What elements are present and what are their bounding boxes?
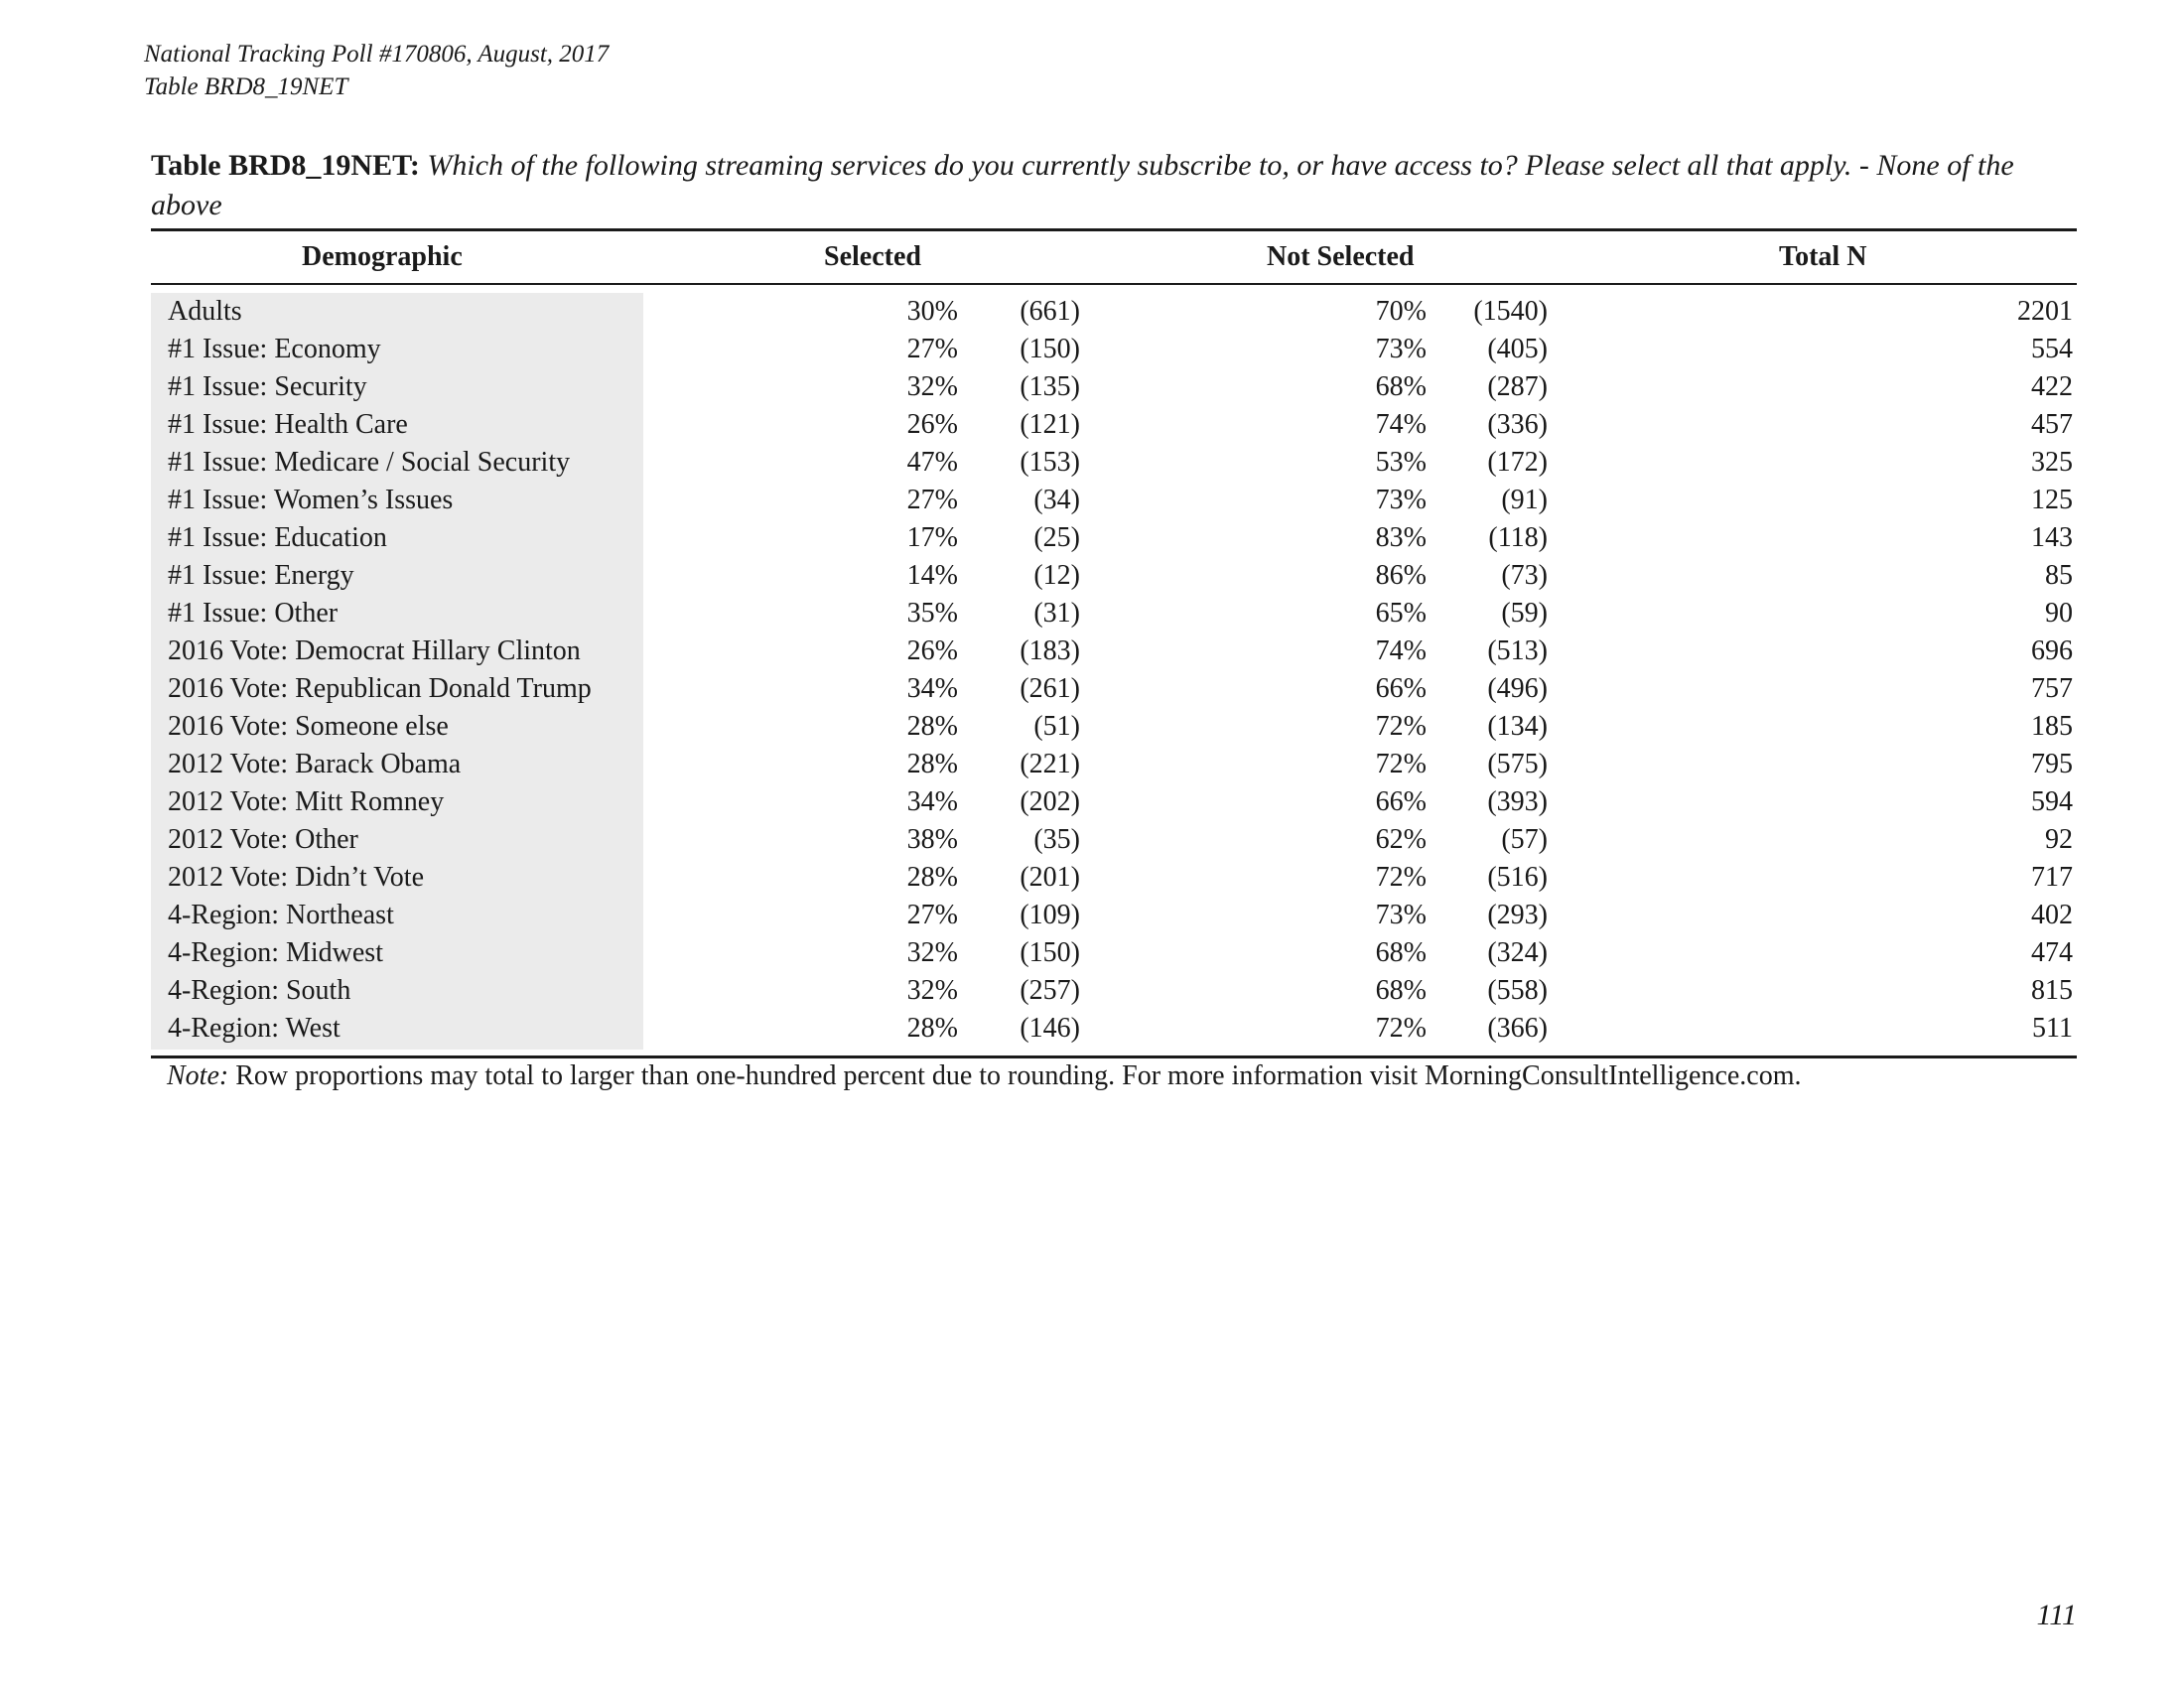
selected-percent: 38% [906,824,958,855]
not-selected-count: (516) [1487,862,1548,893]
demographic-cell: #1 Issue: Other [168,598,339,629]
not-selected-percent: 66% [1375,673,1427,704]
not-selected-count: (73) [1501,560,1548,591]
selected-percent: 27% [906,900,958,930]
total-n: 92 [2045,824,2073,855]
not-selected-percent: 73% [1375,900,1427,930]
total-n: 815 [2031,975,2073,1006]
demographic-cell: #1 Issue: Health Care [168,409,408,440]
not-selected-percent: 74% [1375,409,1427,440]
not-selected-percent: 73% [1375,485,1427,515]
total-n: 185 [2031,711,2073,742]
selected-count: (146) [1020,1013,1080,1044]
selected-percent: 27% [906,485,958,515]
document-header [144,38,609,103]
not-selected-count: (513) [1487,635,1548,666]
demographic-cell: 2016 Vote: Republican Donald Trump [168,673,592,704]
not-selected-percent: 72% [1375,749,1427,779]
table-row [151,444,2077,482]
total-n: 757 [2031,673,2073,704]
table-row [151,406,2077,444]
table-row [151,1010,2077,1048]
not-selected-count: (558) [1487,975,1548,1006]
selected-count: (661) [1020,296,1080,327]
header-selected: Selected [824,241,921,272]
demographic-cell: 2012 Vote: Other [168,824,358,855]
table-row [151,595,2077,633]
selected-percent: 17% [906,522,958,553]
table-row [151,670,2077,708]
total-n: 717 [2031,862,2073,893]
demographic-cell: #1 Issue: Medicare / Social Security [168,447,571,478]
poll-name: National Tracking Poll #170806, August, 2017 [144,41,610,68]
selected-percent: 26% [906,635,958,666]
not-selected-percent: 65% [1375,598,1427,629]
total-n: 125 [2031,485,2073,515]
selected-count: (202) [1020,786,1080,817]
total-n: 2201 [2017,296,2073,327]
selected-count: (261) [1020,673,1080,704]
not-selected-percent: 70% [1375,296,1427,327]
not-selected-percent: 86% [1375,560,1427,591]
table-row [151,708,2077,746]
demographic-cell: 2012 Vote: Barack Obama [168,749,462,779]
selected-count: (12) [1033,560,1080,591]
selected-count: (135) [1020,371,1080,402]
total-n: 422 [2031,371,2073,402]
not-selected-percent: 68% [1375,937,1427,968]
selected-count: (150) [1020,334,1080,364]
not-selected-percent: 66% [1375,786,1427,817]
table-row [151,783,2077,821]
selected-count: (51) [1033,711,1080,742]
total-n: 696 [2031,635,2073,666]
selected-count: (34) [1033,485,1080,515]
total-n: 594 [2031,786,2073,817]
table-row [151,821,2077,859]
demographic-cell: 4-Region: Midwest [168,937,383,968]
selected-percent: 35% [906,598,958,629]
selected-percent: 32% [906,371,958,402]
not-selected-count: (59) [1501,598,1548,629]
selected-count: (183) [1020,635,1080,666]
selected-percent: 30% [906,296,958,327]
selected-count: (150) [1020,937,1080,968]
demographic-cell: 4-Region: South [168,975,351,1006]
table-body [151,285,2077,1055]
not-selected-percent: 72% [1375,1013,1427,1044]
not-selected-percent: 72% [1375,711,1427,742]
not-selected-percent: 53% [1375,447,1427,478]
header-demographic: Demographic [302,241,463,272]
table-row [151,972,2077,1010]
table-row [151,331,2077,368]
selected-count: (221) [1020,749,1080,779]
not-selected-percent: 68% [1375,975,1427,1006]
selected-count: (35) [1033,824,1080,855]
not-selected-count: (496) [1487,673,1548,704]
selected-percent: 47% [906,447,958,478]
selected-percent: 26% [906,409,958,440]
not-selected-count: (1540) [1473,296,1548,327]
demographic-cell: 2016 Vote: Democrat Hillary Clinton [168,635,581,666]
selected-count: (153) [1020,447,1080,478]
note-label: Note: [167,1060,229,1091]
selected-count: (109) [1020,900,1080,930]
selected-percent: 14% [906,560,958,591]
not-selected-count: (336) [1487,409,1548,440]
total-n: 457 [2031,409,2073,440]
not-selected-count: (118) [1488,522,1548,553]
not-selected-percent: 83% [1375,522,1427,553]
total-n: 402 [2031,900,2073,930]
table-note [167,1058,1802,1094]
selected-percent: 34% [906,786,958,817]
selected-percent: 32% [906,937,958,968]
not-selected-count: (293) [1487,900,1548,930]
not-selected-percent: 68% [1375,371,1427,402]
not-selected-count: (172) [1487,447,1548,478]
demographic-cell: #1 Issue: Economy [168,334,381,364]
demographic-cell: Adults [168,296,242,327]
not-selected-count: (324) [1487,937,1548,968]
not-selected-percent: 62% [1375,824,1427,855]
table-title-question: Which of the following streaming services do you currently subscribe to, or have access to? Please select all that apply. - None of the above [151,149,2014,221]
demographic-cell: 4-Region: Northeast [168,900,394,930]
table-id: Table BRD8_19NET [144,73,348,100]
not-selected-count: (405) [1487,334,1548,364]
demographic-cell: 2012 Vote: Didn’t Vote [168,862,425,893]
note-text: Row proportions may total to larger than one-hundred percent due to rounding. For more information visit MorningConsultIntelligence.com. [235,1060,1802,1091]
table-row [151,859,2077,897]
selected-percent: 34% [906,673,958,704]
page-number: 111 [2036,1599,2077,1631]
total-n: 143 [2031,522,2073,553]
selected-percent: 28% [906,749,958,779]
total-n: 554 [2031,334,2073,364]
demographic-cell: 2016 Vote: Someone else [168,711,449,742]
table-row [151,519,2077,557]
total-n: 511 [2032,1013,2073,1044]
selected-percent: 28% [906,862,958,893]
table-title [151,146,2077,225]
table-row [151,897,2077,934]
table-header-row [151,231,2077,283]
demographic-cell: #1 Issue: Energy [168,560,354,591]
not-selected-count: (287) [1487,371,1548,402]
not-selected-percent: 74% [1375,635,1427,666]
total-n: 795 [2031,749,2073,779]
not-selected-count: (366) [1487,1013,1548,1044]
selected-percent: 27% [906,334,958,364]
total-n: 325 [2031,447,2073,478]
table-row [151,633,2077,670]
table-row [151,557,2077,595]
table-row [151,934,2077,972]
table-title-label: Table BRD8_19NET: [151,149,420,182]
not-selected-count: (393) [1487,786,1548,817]
header-not-selected: Not Selected [1267,241,1415,272]
not-selected-count: (57) [1501,824,1548,855]
table-row [151,746,2077,783]
demographic-cell: #1 Issue: Education [168,522,387,553]
table-row [151,368,2077,406]
table-row [151,293,2077,331]
selected-count: (121) [1020,409,1080,440]
demographic-cell: #1 Issue: Women’s Issues [168,485,454,515]
not-selected-count: (575) [1487,749,1548,779]
total-n: 90 [2045,598,2073,629]
selected-percent: 32% [906,975,958,1006]
not-selected-count: (91) [1501,485,1548,515]
not-selected-percent: 72% [1375,862,1427,893]
selected-percent: 28% [906,711,958,742]
selected-count: (31) [1033,598,1080,629]
selected-count: (201) [1020,862,1080,893]
not-selected-percent: 73% [1375,334,1427,364]
selected-percent: 28% [906,1013,958,1044]
selected-count: (25) [1033,522,1080,553]
demographic-cell: 4-Region: West [168,1013,341,1044]
total-n: 474 [2031,937,2073,968]
total-n: 85 [2045,560,2073,591]
demographic-cell: #1 Issue: Security [168,371,367,402]
selected-count: (257) [1020,975,1080,1006]
header-total-n: Total N [1779,241,1867,272]
not-selected-count: (134) [1487,711,1548,742]
crosstab-table [151,228,2077,1058]
table-row [151,482,2077,519]
demographic-cell: 2012 Vote: Mitt Romney [168,786,445,817]
